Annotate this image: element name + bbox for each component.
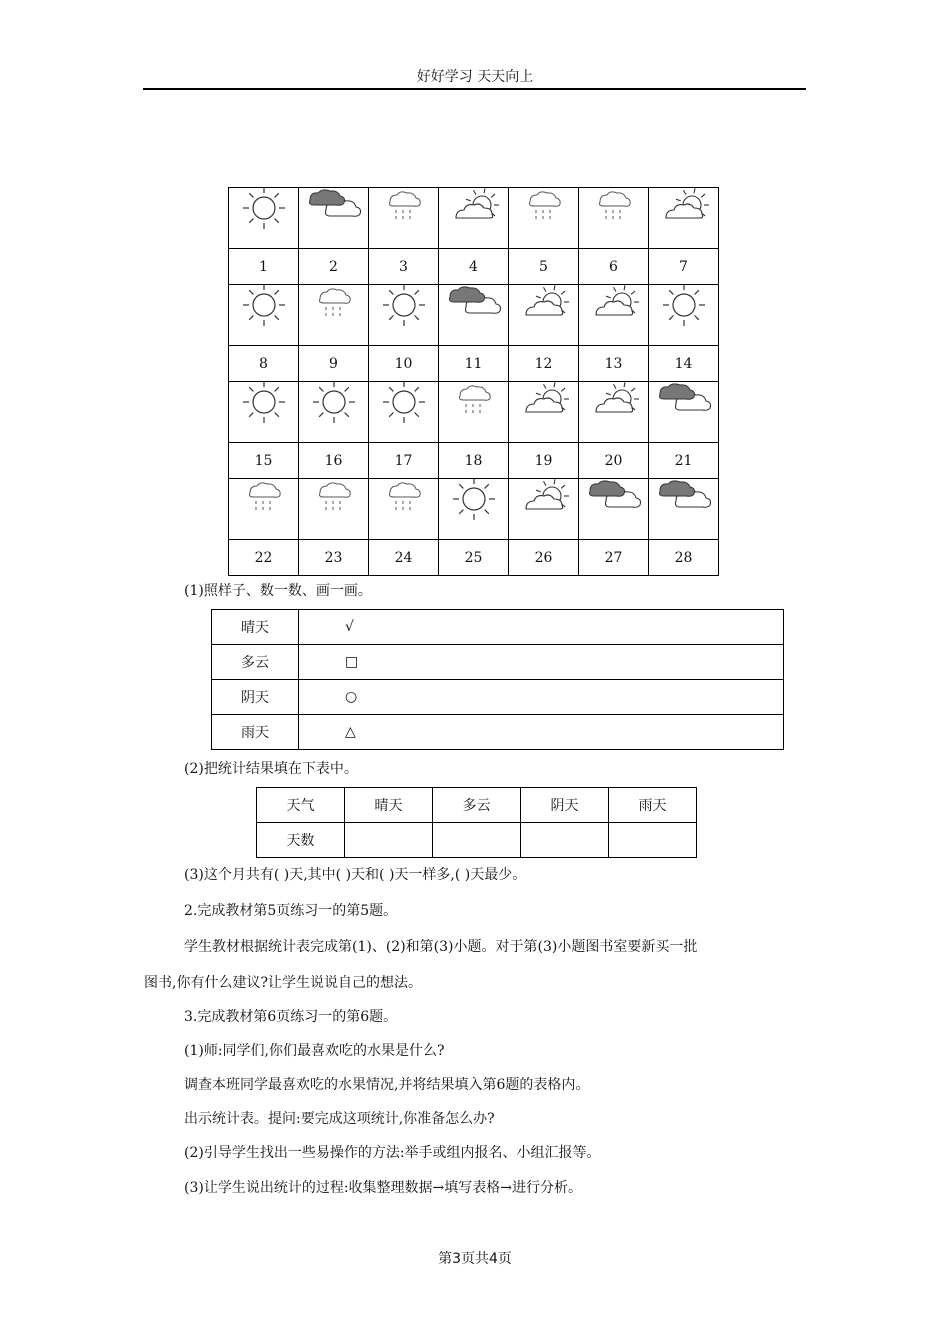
symbol-legend-table (211, 609, 784, 750)
partly-cloudy-icon (509, 382, 578, 440)
day-number: 2 (299, 249, 369, 285)
day-number: 28 (649, 540, 719, 576)
day-number: 26 (509, 540, 579, 576)
weather-cell (229, 285, 299, 346)
weather-cell (439, 188, 509, 249)
legend-label: 阴天 (212, 680, 299, 715)
overcast-icon (649, 382, 718, 440)
stat-header: 多云 (433, 788, 521, 823)
sunny-icon (439, 479, 508, 537)
stat-answer-cell[interactable] (609, 823, 697, 858)
stat-header: 雨天 (609, 788, 697, 823)
page-header: 好好学习 天天向上 (416, 69, 534, 85)
partly-cloudy-icon (509, 479, 578, 537)
legend-label: 晴天 (212, 610, 299, 645)
day-number: 21 (649, 443, 719, 479)
partly-cloudy-icon (509, 285, 578, 343)
paragraph-3: 3.完成教材第6页练习一的第6题。 (184, 1009, 398, 1025)
weather-cell (509, 285, 579, 346)
weather-cell (369, 285, 439, 346)
weather-cell (509, 479, 579, 540)
day-number: 1 (229, 249, 299, 285)
day-number: 6 (579, 249, 649, 285)
day-number: 16 (299, 443, 369, 479)
stat-answer-cell[interactable] (345, 823, 433, 858)
weather-cell (509, 382, 579, 443)
paragraph-2-detail-cont: 图书,你有什么建议?让学生说说自己的想法。 (144, 975, 422, 991)
day-number: 13 (579, 346, 649, 382)
day-number: 3 (369, 249, 439, 285)
day-number: 4 (439, 249, 509, 285)
day-number: 19 (509, 443, 579, 479)
weather-cell (579, 285, 649, 346)
rain-icon (229, 479, 298, 537)
paragraph-show-table: 出示统计表。提问:要完成这项统计,你准备怎么办? (184, 1111, 495, 1127)
day-number: 17 (369, 443, 439, 479)
rain-icon (369, 188, 438, 246)
weather-cell (229, 382, 299, 443)
overcast-icon (299, 188, 368, 246)
legend-label: 多云 (212, 645, 299, 680)
overcast-icon (439, 285, 508, 343)
day-number: 5 (509, 249, 579, 285)
overcast-icon (649, 479, 718, 537)
day-number: 12 (509, 346, 579, 382)
day-number: 18 (439, 443, 509, 479)
weather-cell (369, 382, 439, 443)
header-divider (143, 88, 806, 90)
weather-cell (369, 188, 439, 249)
sunny-icon (299, 382, 368, 440)
partly-cloudy-icon (439, 188, 508, 246)
weather-cell (579, 479, 649, 540)
weather-cell (229, 188, 299, 249)
stat-header: 天气 (257, 788, 345, 823)
sunny-icon (229, 285, 298, 343)
partly-cloudy-icon (649, 188, 718, 246)
day-number: 23 (299, 540, 369, 576)
stat-header: 晴天 (345, 788, 433, 823)
page-footer: 第3页共4页 (438, 1251, 512, 1267)
sunny-icon (229, 188, 298, 246)
weather-cell (579, 188, 649, 249)
day-number: 14 (649, 346, 719, 382)
legend-symbol: √ (299, 610, 784, 645)
weather-cell (649, 382, 719, 443)
weather-cell (439, 382, 509, 443)
paragraph-3-q3: (3)让学生说出统计的过程:收集整理数据→填写表格→进行分析。 (184, 1180, 583, 1196)
paragraph-3-q1: (1)师:同学们,你们最喜欢吃的水果是什么? (184, 1043, 445, 1059)
weather-cell (649, 479, 719, 540)
day-number: 11 (439, 346, 509, 382)
weather-cell (439, 479, 509, 540)
stat-header: 阴天 (521, 788, 609, 823)
weather-cell (509, 188, 579, 249)
partly-cloudy-icon (579, 285, 648, 343)
sunny-icon (369, 382, 438, 440)
sunny-icon (369, 285, 438, 343)
paragraph-2: 2.完成教材第5页练习一的第5题。 (184, 903, 398, 919)
weather-calendar (228, 187, 719, 576)
weather-cell (649, 285, 719, 346)
rain-icon (369, 479, 438, 537)
sunny-icon (649, 285, 718, 343)
rain-icon (299, 285, 368, 343)
weather-cell (439, 285, 509, 346)
stat-row-label: 天数 (257, 823, 345, 858)
q1-title: (1)照样子、数一数、画一画。 (184, 583, 372, 599)
day-number: 27 (579, 540, 649, 576)
rain-icon (579, 188, 648, 246)
legend-symbol: ○ (299, 680, 784, 715)
rain-icon (439, 382, 508, 440)
weather-cell (299, 479, 369, 540)
day-number: 9 (299, 346, 369, 382)
day-number: 20 (579, 443, 649, 479)
partly-cloudy-icon (579, 382, 648, 440)
day-number: 15 (229, 443, 299, 479)
sunny-icon (229, 382, 298, 440)
weather-cell (299, 382, 369, 443)
q3-question: (3)这个月共有( )天,其中( )天和( )天一样多,( )天最少。 (184, 867, 527, 883)
day-number: 25 (439, 540, 509, 576)
day-number: 7 (649, 249, 719, 285)
legend-symbol: △ (299, 715, 784, 750)
weather-cell (229, 479, 299, 540)
weather-cell (299, 285, 369, 346)
overcast-icon (579, 479, 648, 537)
day-number: 8 (229, 346, 299, 382)
paragraph-3-q2: (2)引导学生找出一些易操作的方法:举手或组内报名、小组汇报等。 (184, 1145, 601, 1161)
rain-icon (299, 479, 368, 537)
legend-symbol: □ (299, 645, 784, 680)
legend-label: 雨天 (212, 715, 299, 750)
statistics-table (256, 787, 697, 858)
weather-cell (649, 188, 719, 249)
day-number: 22 (229, 540, 299, 576)
paragraph-survey: 调查本班同学最喜欢吃的水果情况,并将结果填入第6题的表格内。 (184, 1077, 590, 1093)
weather-cell (369, 479, 439, 540)
weather-cell (579, 382, 649, 443)
day-number: 10 (369, 346, 439, 382)
q2-title: (2)把统计结果填在下表中。 (184, 761, 358, 777)
stat-answer-cell[interactable] (521, 823, 609, 858)
stat-answer-cell[interactable] (433, 823, 521, 858)
paragraph-2-detail: 学生教材根据统计表完成第(1)、(2)和第(3)小题。对于第(3)小题图书室要新买一批 (184, 939, 698, 955)
day-number: 24 (369, 540, 439, 576)
rain-icon (509, 188, 578, 246)
weather-cell (299, 188, 369, 249)
